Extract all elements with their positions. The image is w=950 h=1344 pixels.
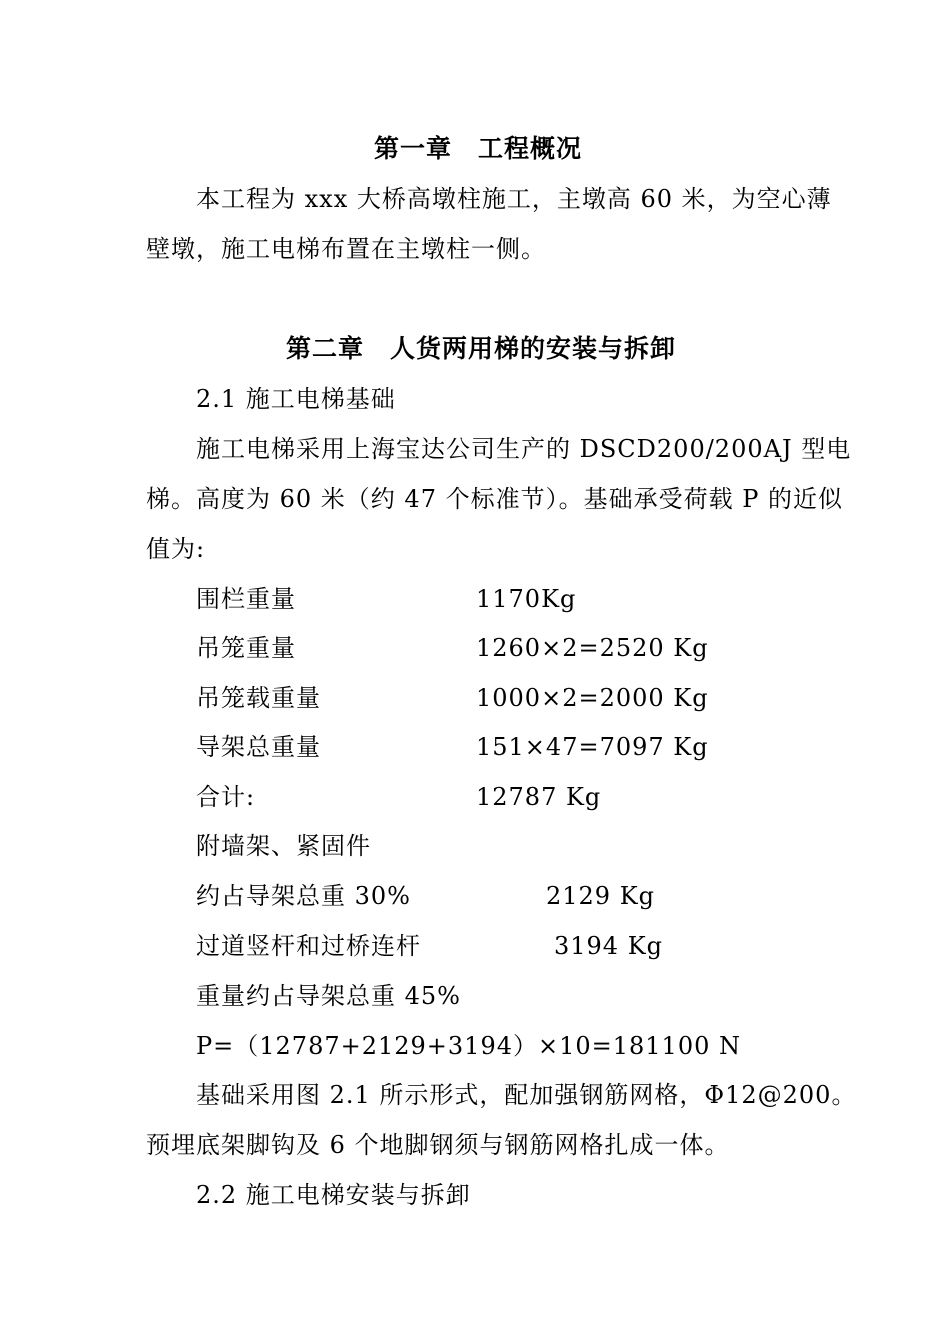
chapter1-paragraph-line1: 本工程为 xxx 大桥高墩柱施工，主墩高 60 米，为空心薄 [196, 185, 832, 213]
chapter2-title: 第二章 人货两用梯的安装与拆卸 [286, 334, 677, 363]
load-value: 1170Kg [476, 585, 577, 613]
attachment-title: 附墙架、紧固件 [196, 832, 371, 860]
load-value: 151×47=7097 Kg [476, 733, 709, 761]
load-label: 导架总重量 [196, 733, 321, 761]
section-2-2-title: 2.2 施工电梯安装与拆卸 [196, 1181, 471, 1209]
intro-line3: 值为: [146, 535, 206, 563]
attachment-label: 约占导架总重 30% [196, 882, 411, 910]
attachment-value: 2129 Kg [546, 882, 655, 910]
total-value: 12787 Kg [476, 783, 602, 811]
section-2-1-title: 2.1 施工电梯基础 [196, 385, 396, 413]
load-label: 围栏重量 [196, 585, 296, 613]
load-formula: P=（12787+2129+3194）×10=181100 N [196, 1032, 741, 1060]
intro-line1: 施工电梯采用上海宝达公司生产的 DSCD200/200AJ 型电 [196, 435, 852, 463]
intro-line2: 梯。高度为 60 米（约 47 个标准节）。基础承受荷载 P 的近似 [146, 485, 843, 513]
bridge-note: 重量约占导架总重 45% [196, 982, 461, 1010]
foundation-line2: 预埋底架脚钩及 6 个地脚钢须与钢筋网格扎成一体。 [146, 1131, 730, 1159]
chapter1-paragraph-line2: 壁墩，施工电梯布置在主墩柱一侧。 [146, 235, 546, 263]
load-value: 1000×2=2000 Kg [476, 684, 709, 712]
load-label: 吊笼重量 [196, 634, 296, 662]
load-value: 1260×2=2520 Kg [476, 634, 709, 662]
bridge-value: 3194 Kg [554, 932, 663, 960]
foundation-line1: 基础采用图 2.1 所示形式，配加强钢筋网格，Φ12@200。 [196, 1081, 857, 1109]
chapter1-title: 第一章 工程概况 [374, 134, 583, 163]
load-label: 吊笼载重量 [196, 684, 321, 712]
total-label: 合计: [196, 783, 256, 811]
bridge-label: 过道竖杆和过桥连杆 [196, 932, 421, 960]
